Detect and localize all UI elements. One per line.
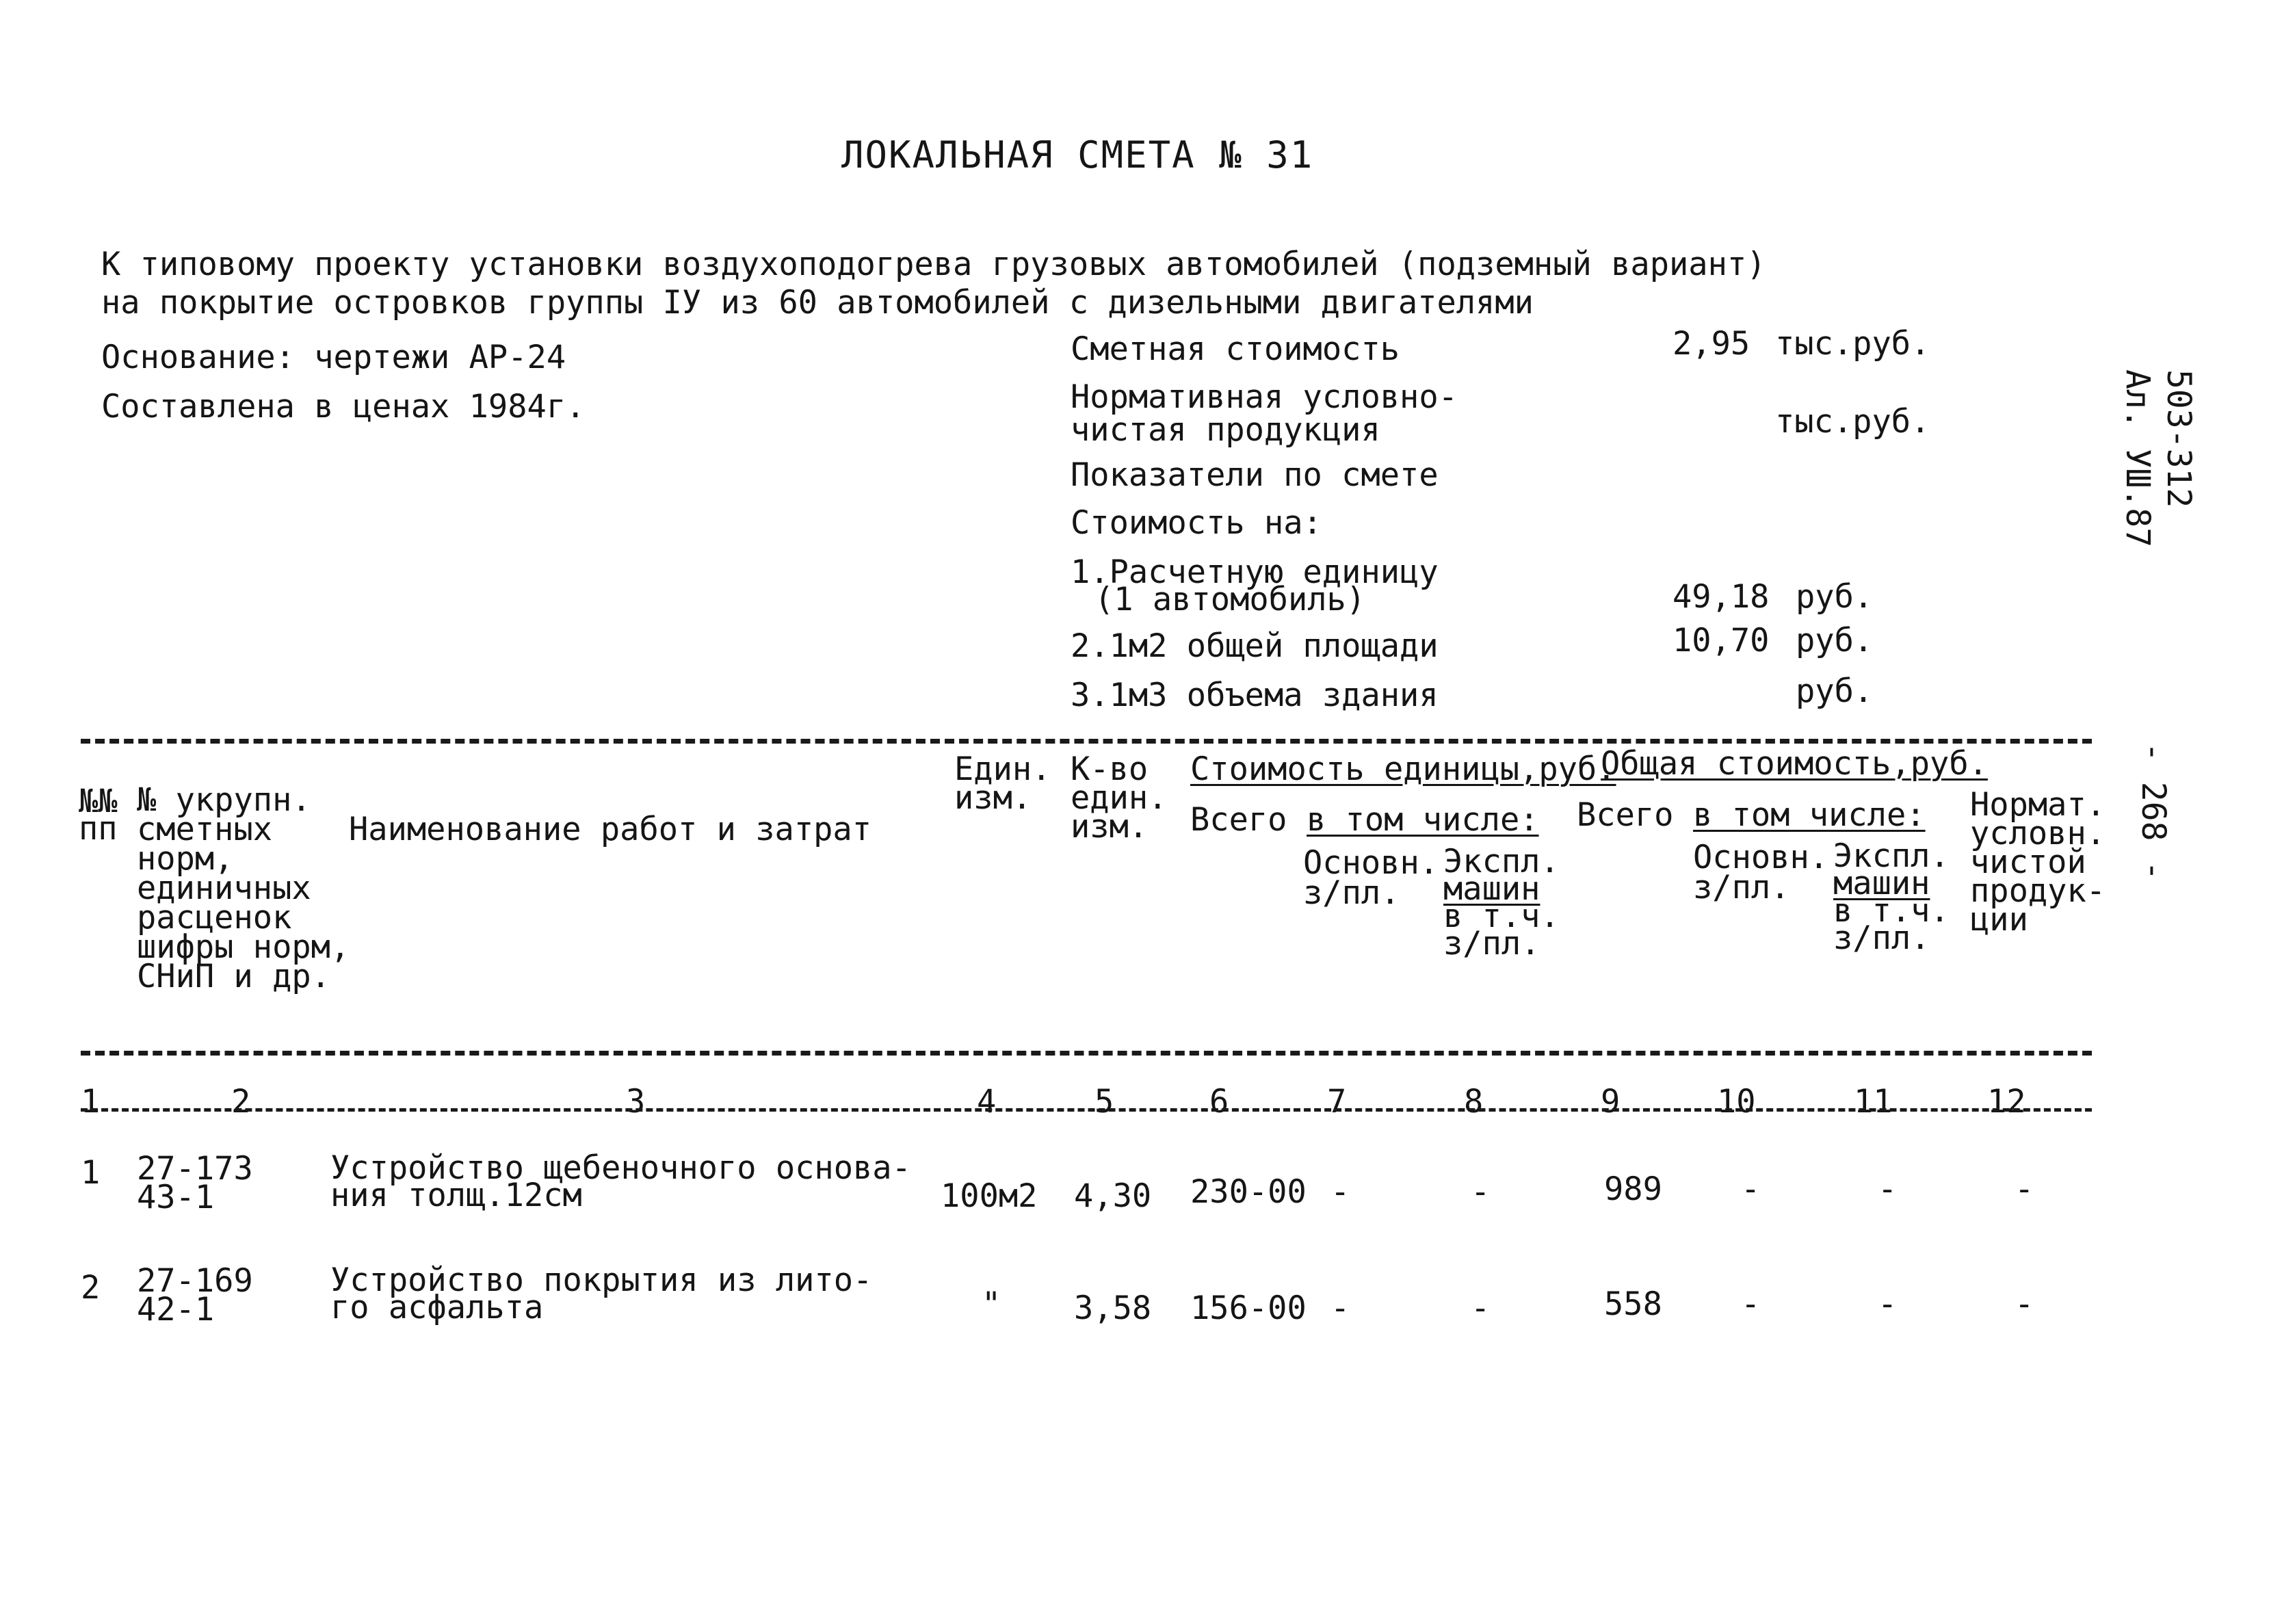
row-code: 27-169 42-1 — [137, 1262, 253, 1328]
header-unit-mach-a: Экспл. — [1443, 843, 1560, 880]
colnum-9: 9 — [1601, 1083, 1621, 1121]
header-unit-mach-b: машин — [1443, 870, 1540, 908]
header-total-total: Всего — [1577, 796, 1674, 834]
item2-label: 2.1м2 общей площади — [1071, 627, 1439, 665]
row-number: 1 — [81, 1154, 101, 1192]
page-title: ЛОКАЛЬНАЯ СМЕТА № 31 — [841, 133, 1314, 176]
colnum-6: 6 — [1209, 1083, 1229, 1121]
row-unit-mach: - — [1471, 1173, 1491, 1211]
colnum-5: 5 — [1094, 1083, 1114, 1121]
header-col4: Един. изм. — [954, 750, 1051, 817]
header-unit-base: Основн. з/пл. — [1303, 844, 1439, 912]
header-total-incl: в том числе: — [1693, 796, 1926, 834]
header-normative: Нормат. условн. чистой продук- ции — [1970, 786, 2106, 939]
row-unit-total: 230-00 — [1190, 1173, 1307, 1211]
colnum-7: 7 — [1327, 1083, 1347, 1121]
colnum-10: 10 — [1717, 1083, 1756, 1121]
header-col3: Наименование работ и затрат — [349, 811, 872, 848]
row-qty: 4,30 — [1074, 1177, 1152, 1215]
intro-line-1: К типовому проекту установки воздухоподогрева грузовых автомобилей (подземный вариант) — [101, 246, 1766, 283]
colnum-8: 8 — [1464, 1083, 1484, 1121]
row-code: 27-173 43-1 — [137, 1150, 253, 1216]
side-page-number: - 268 - — [2134, 742, 2173, 881]
item2-unit: руб. — [1796, 622, 1874, 659]
header-total-mach-a: Экспл. — [1833, 837, 1950, 875]
row-normative: - — [2015, 1285, 2034, 1323]
normative-label-2: чистая продукция — [1071, 411, 1380, 449]
row-name: Устройство щебеночного основа- ния толщ.12см — [330, 1149, 911, 1214]
row-total-mach: - — [1878, 1170, 1898, 1208]
estimated-cost-value: 2,95 — [1673, 325, 1750, 363]
row-unit: " — [982, 1285, 1001, 1323]
row-total: 558 — [1604, 1285, 1662, 1323]
row-total-base: - — [1741, 1170, 1761, 1208]
colnum-12: 12 — [1987, 1083, 2026, 1121]
row-unit-base: - — [1330, 1289, 1350, 1327]
prices-text: Составлена в ценах 1984г. — [101, 388, 586, 425]
item1-unit: руб. — [1796, 578, 1874, 616]
item1-label-1: 1.Расчетную единицу — [1071, 553, 1439, 591]
header-total-cost: Общая стоимость,руб. — [1601, 745, 1988, 783]
row-unit: 100м2 — [941, 1177, 1038, 1215]
header-rule-bottom — [81, 1051, 2092, 1056]
header-col5: К-во един. изм. — [1071, 750, 1168, 846]
row-unit-mach: - — [1471, 1289, 1491, 1327]
basis-text: Основание: чертежи АР-24 — [101, 339, 566, 376]
header-rule-top — [81, 739, 2092, 744]
header-unit-total: Всего — [1190, 801, 1287, 839]
row-total-mach: - — [1878, 1285, 1898, 1323]
colnum-1: 1 — [81, 1083, 101, 1121]
colnum-rule — [81, 1108, 2092, 1112]
indicators-label: Показатели по смете — [1071, 456, 1439, 494]
row-qty: 3,58 — [1074, 1289, 1152, 1327]
item1-label-2: (1 автомобиль) — [1094, 581, 1366, 618]
row-unit-base: - — [1330, 1173, 1350, 1211]
row-unit-total: 156-00 — [1190, 1289, 1307, 1327]
colnum-3: 3 — [626, 1083, 646, 1121]
row-total: 989 — [1604, 1170, 1662, 1208]
header-unit-incl: в том числе: — [1307, 801, 1539, 839]
colnum-4: 4 — [977, 1083, 997, 1121]
header-col1: №№ пп — [79, 783, 118, 848]
row-normative: - — [2015, 1170, 2034, 1208]
header-col2: № укрупн. сметных норм, единичных расценок шифры норм, СНиП и др. — [137, 781, 350, 995]
colnum-11: 11 — [1854, 1083, 1893, 1121]
header-total-mach-b: машин — [1833, 865, 1930, 902]
side-code-2: Ал. УШ.87 — [2119, 369, 2157, 548]
row-total-base: - — [1741, 1285, 1761, 1323]
item3-unit: руб. — [1796, 672, 1874, 710]
header-unit-mach-c: в т.ч. з/пл. — [1443, 898, 1560, 962]
item1-value: 49,18 — [1673, 578, 1770, 616]
item2-value: 10,70 — [1673, 622, 1770, 659]
estimated-cost-label: Сметная стоимость — [1071, 330, 1400, 368]
side-code-1: 503-312 — [2160, 369, 2198, 508]
row-name: Устройство покрытия из лито- го асфальта — [330, 1261, 873, 1326]
header-unit-cost: Стоимость единицы,руб. — [1190, 750, 1616, 788]
estimated-cost-unit: тыс.руб. — [1775, 325, 1930, 363]
colnum-2: 2 — [231, 1083, 251, 1121]
header-total-base: Основн. з/пл. — [1693, 839, 1829, 906]
normative-unit: тыс.руб. — [1775, 403, 1930, 441]
item3-label: 3.1м3 объема здания — [1071, 677, 1439, 714]
header-total-mach-c: в т.ч. з/пл. — [1833, 892, 1950, 957]
intro-line-2: на покрытие островков группы IУ из 60 автомобилей с дизельными двигателями — [101, 284, 1534, 322]
row-number: 2 — [81, 1269, 101, 1307]
normative-label-1: Нормативная условно- — [1071, 378, 1458, 416]
cost-per-label: Стоимость на: — [1071, 504, 1322, 542]
